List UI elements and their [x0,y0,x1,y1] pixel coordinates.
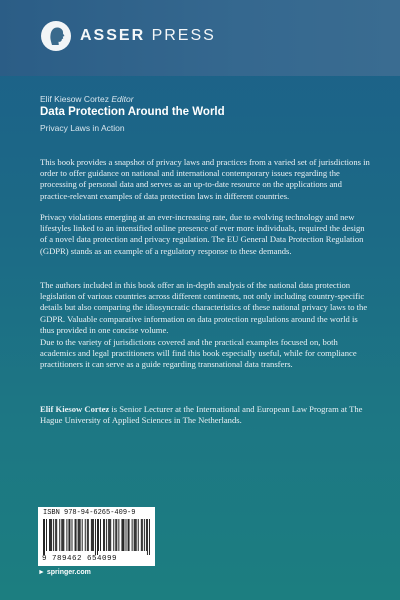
barcode-bar [79,519,80,551]
barcode-bar [103,519,104,551]
barcode-bar [142,519,143,551]
barcode-bar [100,519,101,551]
barcode-bar [93,519,94,551]
barcode-bar [44,519,45,555]
barcode-bar [110,519,111,551]
barcode [38,507,155,566]
barcode-bar [126,519,127,551]
barcode-bar [149,519,150,555]
barcode-bar [108,519,109,551]
barcode-bar [104,519,105,551]
barcode-bar [46,519,47,551]
barcode-bar [49,519,50,551]
description-paragraph: Privacy violations emerging at an ever-increasing rate, due to evolving technology and new lifestyles linked to an intensified online presence of ever more individuals, required the design of a novel data protection and privacy regulation. The EU General Data Protection Regulation (GDPR) stands as an example of a regulatory response to these demands. [40,212,365,256]
barcode-bars [43,519,150,555]
barcode-bar [68,519,69,551]
barcode-bar [118,519,119,551]
book-subtitle: Privacy Laws in Action [40,123,125,133]
author-bio [40,404,370,426]
barcode-bar [144,519,145,551]
springer-url: springer.com [46,569,91,576]
barcode-bar [61,519,62,551]
description-paragraph: Due to the variety of jurisdictions covered and the practical examples focused on, both academics and legal practitioners will find this book especially useful, while for compliance practitioners it can serve as a guide regarding transnational data transfers. [40,337,357,370]
barcode-bar [66,519,67,551]
barcode-bar [63,519,64,551]
barcode-bar [116,519,117,551]
barcode-bar [136,519,137,551]
barcode-bar [56,519,57,551]
barcode-bar [88,519,89,551]
barcode-bar [62,519,63,551]
barcode-bar [98,519,99,551]
barcode-bar [113,519,114,551]
barcode-bar [106,519,107,551]
barcode-bar [129,519,130,551]
book-title: Data Protection Around the World [40,106,225,118]
barcode-bar [50,519,51,551]
asser-logo-icon [41,21,71,51]
description-paragraph: This book provides a snapshot of privacy laws and practices from a varied set of jurisdictions in order to offer guidance on national and international contemporary issues regarding the processing of personal data and serves as an up-to-date resource on the applications and practice-relevant examples of data protection laws in different countries. [40,157,370,201]
barcode-bar [109,519,110,551]
publisher-press: PRESS [151,27,216,44]
barcode-bar [82,519,83,551]
barcode-bar [78,519,79,551]
barcode-bar [87,519,88,551]
barcode-number: 9 789462 654099 [42,555,118,563]
publisher-brand: ASSER [80,27,146,44]
barcode-bar [146,519,147,551]
barcode-bar [138,519,139,551]
barcode-bar [141,519,142,551]
barcode-bar [43,519,44,555]
barcode-bar [128,519,129,551]
editor-line [40,94,134,104]
barcode-bar [122,519,123,551]
author-bio-name: Elif Kiesow Cortez [40,404,110,414]
barcode-bar [55,519,56,551]
barcode-bar [92,519,93,551]
barcode-bar [72,519,73,551]
barcode-bar [75,519,76,551]
author-bio-text: is Senior Lecturer at the International and European Law Program at The Hague University of Applied Sciences in The Netherlands. [40,404,363,426]
barcode-bar [85,519,86,551]
barcode-bar [115,519,116,551]
barcode-bar [97,519,98,555]
barcode-bar [76,519,77,551]
editor-name: Elif Kiesow Cortez [40,94,109,104]
barcode-bar [132,519,133,551]
barcode-bar [124,519,125,551]
barcode-bar [51,519,52,551]
barcode-bar [53,519,54,551]
publisher-header [0,0,400,76]
publisher-name [80,27,216,45]
springer-link[interactable] [38,569,91,576]
isbn-label: ISBN 978-94-6265-409-9 [43,509,136,517]
description-paragraph: The authors included in this book offer an in-depth analysis of the national data protection legislation of various countries across different continents, not only including country-specific details but also comparing the idiosyncratic characteristics of these national privacy laws to the GDPR. Valuable comparative information on data protection regulations around the world is thus provided in one concise volume. [40,280,368,335]
barcode-bar [91,519,92,551]
barcode-bar [147,519,148,555]
barcode-bar [59,519,60,551]
barcode-bar [70,519,71,551]
barcode-bar [134,519,135,551]
barcode-bar [80,519,81,551]
barcode-bar [95,519,96,555]
arrow-icon: ► [38,569,45,576]
barcode-bar [121,519,122,551]
barcode-bar [135,519,136,551]
editor-role: Editor [111,94,134,104]
